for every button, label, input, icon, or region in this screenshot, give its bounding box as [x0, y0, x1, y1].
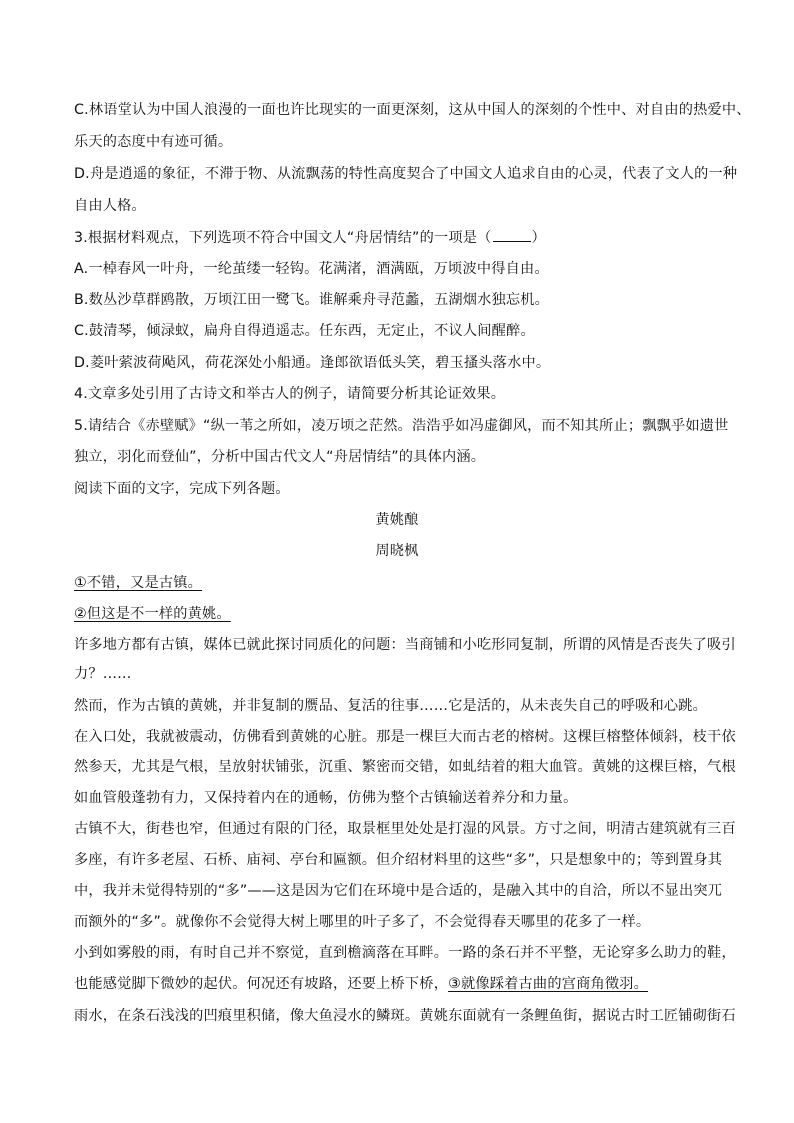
reading-instruction: 阅读下面的文字，完成下列各题。 [74, 481, 290, 497]
paragraph-3-line-1: 许多地方都有古镇，媒体已就此探讨同质化的问题：当商铺和小吃形同复制，所谓的风情是否丧失了吸引 [74, 637, 736, 653]
option-c-line-1: C.林语堂认为中国人浪漫的一面也许比现实的一面更深刻，这从中国人的深刻的个性中、对自由的热爱中、 [74, 102, 751, 118]
paragraph-8-line-1: 雨水，在条石浅浅的凹痕里积储，像大鱼浸水的鳞斑。黄姚东面就有一条鲤鱼街，据说古时工匠铺砌街石 [74, 1008, 736, 1024]
underlined-sentence-3: ③就像踩着古曲的宫商角徵羽。 [448, 976, 649, 992]
question-3-stem-close: ） [531, 230, 546, 246]
paragraph-4: 然而，作为古镇的黄姚，并非复制的赝品、复活的往事……它是活的，从未丧失自己的呼吸和心跳。 [74, 698, 708, 714]
paragraph-7-line-2-text: 也能感觉脚下微妙的起伏。何况还有坡路，还要上桥下桥， [74, 976, 449, 992]
question-3-option-d: D.菱叶萦波荷飐风，荷花深处小船通。逢郎欲语低头笑，碧玉搔头落水中。 [74, 355, 551, 371]
paragraph-5-line-1: 在入口处，我就被震动，仿佛看到黄姚的心脏。那是一棵巨大而古老的榕树。这棵巨榕整体倾斜，枝干依 [74, 729, 736, 745]
option-c-line-2: 乐天的态度中有迹可循。 [74, 134, 233, 150]
question-5-line-2: 独立，羽化而登仙”，分析中国古代文人“舟居情结”的具体内涵。 [74, 449, 486, 465]
underlined-sentence-1: ①不错，又是古镇。 [74, 575, 203, 591]
underlined-sentence-2: ②但这是不一样的黄姚。 [74, 606, 231, 622]
article-author: 周晓枫 [375, 543, 419, 559]
paragraph-2 [74, 604, 231, 624]
paragraph-7-line-1: 小到如雾般的雨，有时自己并不察觉，直到檐滴落在耳畔。一路的条石并不平整，无论穿多么助力的鞋， [74, 945, 736, 961]
answer-blank[interactable] [493, 227, 531, 242]
paragraph-6-line-3: 中，我并未觉得特别的“多”——这是因为它们在环境中是合适的，是融入其中的自洽，所以不显出突兀 [74, 883, 723, 899]
paragraph-5-line-2: 然参天，尤其是气根，呈放射状铺张，沉重、繁密而交错，如虬结着的粗大血管。黄姚的这棵巨榕，气根 [74, 759, 736, 775]
paragraph-5-line-3: 如血管般蓬勃有力，又保持着内在的通畅，仿佛为整个古镇输送着养分和力量。 [74, 790, 578, 806]
paragraph-6-line-4: 而额外的“多”。就像你不会觉得大树上哪里的叶子多了，不会觉得春天哪里的花多了一样。 [74, 914, 651, 930]
question-3-stem [74, 227, 546, 248]
paragraph-7-line-2 [74, 974, 648, 994]
option-d-line-1: D.舟是逍遥的象征，不滞于物、从流飘荡的特性高度契合了中国文人追求自由的心灵，代表了文人的一种 [74, 166, 738, 182]
question-3-option-a: A.一棹春风一叶舟，一纶茧缕一轻钩。花满渚，酒满瓯，万顷波中得自由。 [74, 261, 549, 277]
question-4: 4.文章多处引用了古诗文和举古人的例子，请简要分析其论证效果。 [74, 386, 506, 402]
paragraph-6-line-2: 多座，有许多老屋、石桥、庙祠、亭台和匾额。但介绍材料里的这些“多”，只是想象中的；等到置身其 [74, 852, 723, 868]
question-5-line-1: 5.请结合《赤壁赋》“纵一苇之所如，凌万顷之茫然。浩浩乎如冯虚御风，而不知其所止；飘飘乎如遗世 [74, 418, 729, 434]
question-3-stem-text: 3.根据材料观点，下列选项不符合中国文人“舟居情结”的一项是（ [74, 230, 492, 246]
option-d-line-2: 自由人格。 [74, 198, 146, 214]
question-3-option-b: B.数丛沙草群鸥散，万顷江田一鹭飞。谁解乘舟寻范蠡，五湖烟水独忘机。 [74, 292, 550, 308]
paragraph-1 [74, 573, 202, 593]
question-3-option-c: C.鼓清琴，倾渌蚁，扁舟自得逍遥志。任东西，无定止，不议人间醒醉。 [74, 323, 535, 339]
paragraph-3-line-2: 力？…… [74, 666, 132, 682]
paragraph-6-line-1: 古镇不大，街巷也窄，但通过有限的门径，取景框里处处是打湿的风景。方寸之间，明清古建筑就有三百 [74, 821, 736, 837]
article-title: 黄姚酿 [375, 512, 419, 528]
